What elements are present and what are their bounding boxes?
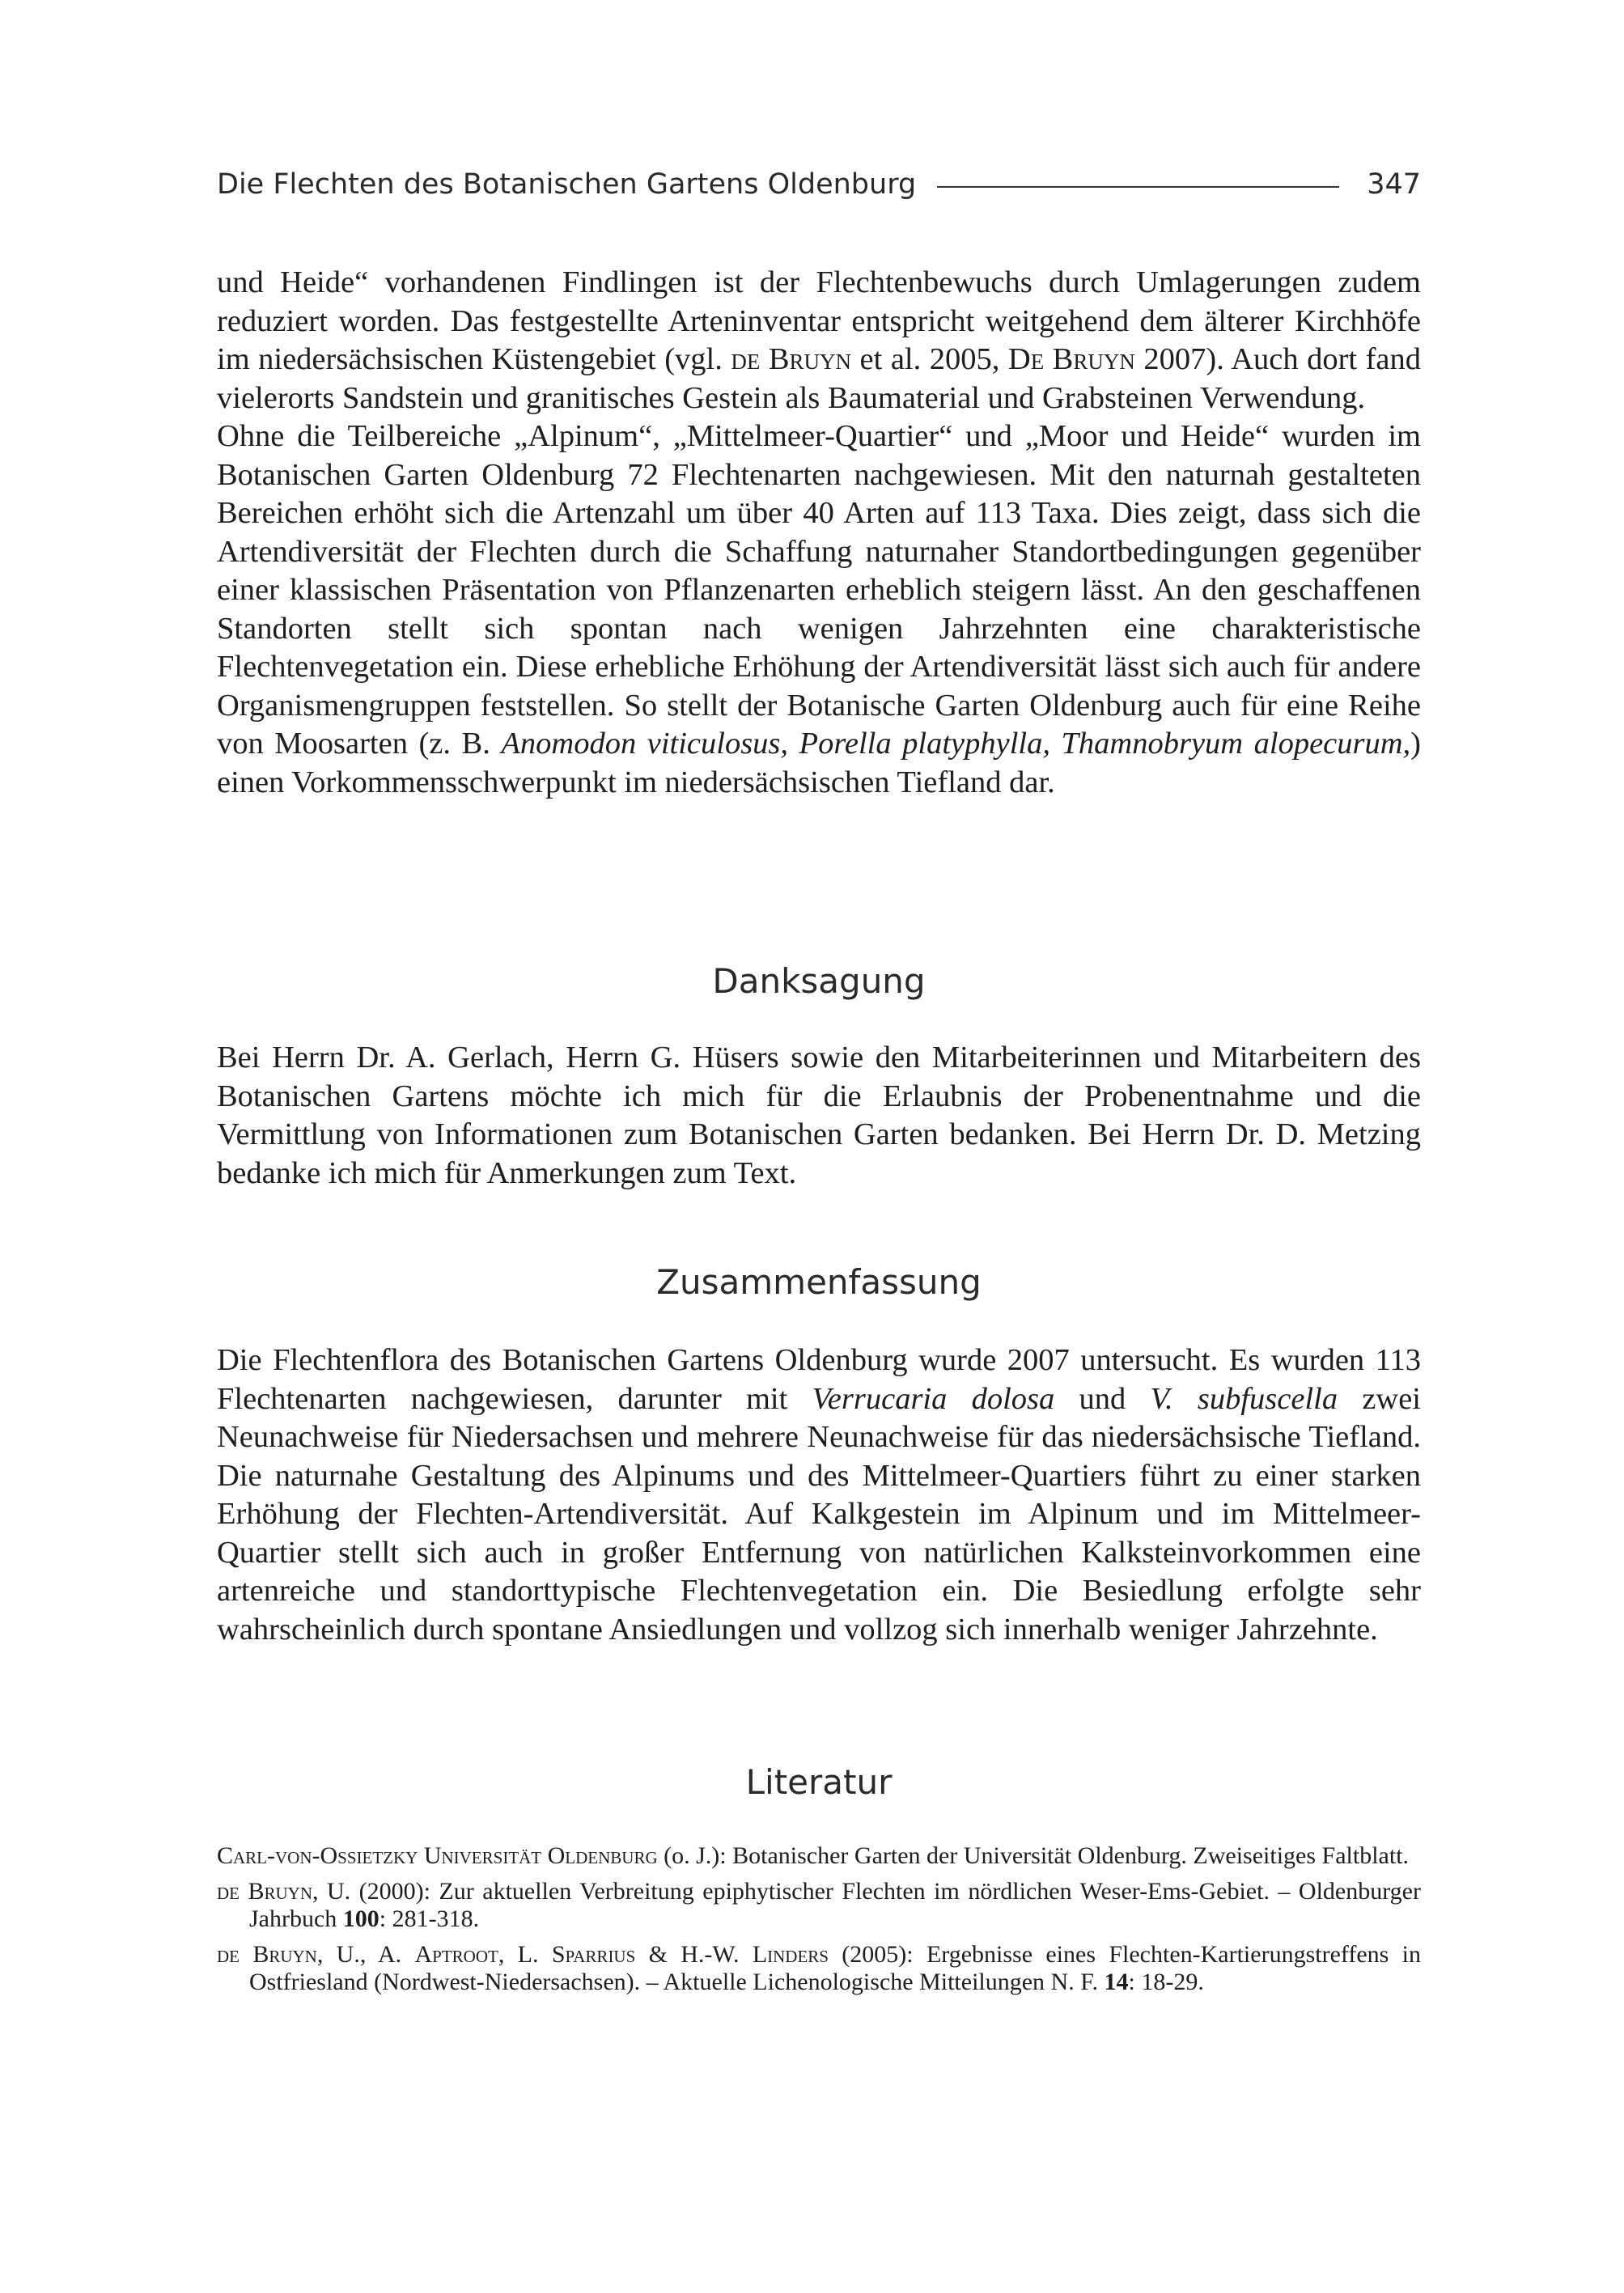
header-rule (937, 186, 1339, 188)
text-run: und Heide“ vorhandenen Findlingen ist der Flechtenbewuchs durch Umlagerungen zudem reduziert worden. Das festgestellte Arteninventar entspricht weitgehend dem älterer Kirchhöfe im niedersächsischen Küstengebiet (vgl. (217, 265, 1421, 376)
reference-text: , U. (2000): Zur aktuellen Verbreitung epiphytischer Flechten im nördlichen Weser-Ems-Gebiet. – Oldenburger Jahrbuch (249, 1878, 1421, 1932)
species-names: Anomodon viticulosus, Porella platyphylla, Thamnobryum alopecurum, (501, 727, 1411, 761)
running-header (217, 168, 1421, 201)
reference-text: (o. J.): Botanischer Garten der Universität Oldenburg. Zweiseitiges Faltblatt. (657, 1842, 1410, 1869)
reference-author: Sparrius (551, 1941, 636, 1968)
paragraph-danksagung: Bei Herrn Dr. A. Gerlach, Herrn G. Hüsers sowie den Mitarbeiterinnen und Mitarbeitern des Botanischen Gartens möchte ich mich für die Erlaubnis der Probenentnahme und die Vermittlung von Informationen zum Botanischen Garten bedanken. Bei Herrn Dr. D. Metzing bedanke ich mich für Anmerkungen zum Text. (217, 1041, 1421, 1190)
running-title: Die Flechten des Botanischen Gartens Oldenburg (217, 168, 917, 201)
reference-item (217, 1878, 1421, 1933)
reference-text: (2005): Ergebnisse eines Flechten-Kartierungstreffens in Ostfriesland (Nordwest-Niedersachsen). – Aktuelle Lichenologische Mitteilungen N. F. (249, 1941, 1421, 1995)
paragraph-zusammenfassung (217, 1341, 1421, 1649)
reference-text: , U., A. (316, 1941, 415, 1968)
reference-item (217, 1842, 1421, 1870)
reference-author: Aptroot (414, 1941, 498, 1968)
zusammenfassung-text (217, 1341, 1421, 1649)
heading-literatur: Literatur (745, 1762, 893, 1802)
author-name: de Bruyn (731, 342, 852, 376)
text-run: 2007). Auch dort fand vielerorts Sandstein und granitisches Gestein als Baumaterial und Grabsteinen Verwendung. (217, 342, 1422, 415)
reference-text: : 281-318. (379, 1905, 480, 1932)
species-name: V. subfuscella (1150, 1381, 1338, 1416)
author-name: De Bruyn (1007, 342, 1135, 376)
reference-author: Carl-von-Ossietzky Universität Oldenburg (217, 1842, 658, 1869)
reference-author: de Bruyn (217, 1941, 317, 1968)
paragraph-findlinge (217, 264, 1421, 417)
text-run: Ohne die Teilbereiche „Alpinum“, „Mittelmeer-Quartier“ und „Moor und Heide“ wurden im Botanischen Garten Oldenburg 72 Flechtenarten nachgewiesen. Mit den naturnah gestalteten Bereichen erhöht sich die Artenzahl um über 40 Arten auf 113 Taxa. Dies zeigt, dass sich die Artendiversität der Flechten durch die Schaffung naturnaher Standortbedingungen gegenüber einer klassischen Präsentation von Pflanzenarten erheblich steigern lässt. An den geschaffenen Standorten stellt sich spontan nach wenigen Jahrzehnten eine charakteristische Flechtenvegetation ein. Diese erhebliche Erhöhung der Artendiversität lässt sich auch für andere Organismengruppen feststellen. So stellt der Botanische Garten Oldenburg auch für eine Reihe von Moosarten (z. B. (217, 419, 1421, 761)
text-run: et al. 2005, (851, 342, 1008, 376)
reference-text: & H.-W. (635, 1941, 753, 1968)
text-run: zwei Neunachweise für Niedersachsen und mehrere Neunachweise für das niedersächsische Tiefland. Die naturnahe Gestaltung des Alpinums und des Mittelmeer-Quartiers führt zu einer starken Erhöhung der Flechten-Artendiversität. Auf Kalkgestein im Alpinum und im Mittelmeer-Quartier stellt sich auch in großer Entfernung von natürlichen Kalksteinvorkommen eine artenreiche und standorttypische Flechtenvegetation ein. Die Besiedlung erfolgte sehr wahrscheinlich durch spontane Ansiedlungen und vollzog sich innerhalb weniger Jahrzehnte. (217, 1381, 1421, 1647)
reference-text: , L. (498, 1941, 552, 1968)
paragraph-artendiversitaet (217, 417, 1421, 802)
heading-danksagung: Danksagung (712, 961, 926, 1001)
page-number: 347 (1367, 168, 1421, 201)
reference-list (217, 1842, 1421, 2004)
species-name: Verrucaria dolosa (812, 1381, 1055, 1416)
text-run: ) einen Vorkommensschwerpunkt im niedersächsischen Tiefland dar. (217, 727, 1421, 799)
heading-zusammenfassung: Zusammenfassung (656, 1262, 982, 1302)
danksagung-text (217, 1039, 1421, 1193)
reference-author: Linders (752, 1941, 829, 1968)
reference-volume: 100 (342, 1905, 379, 1932)
reference-text: : 18-29. (1128, 1969, 1204, 1995)
text-run: Die Flechtenflora des Botanischen Gartens Oldenburg wurde 2007 untersucht. Es wurden 113 Flechtenarten nachgewiesen, darunter mit (217, 1343, 1421, 1416)
text-run: und (1054, 1381, 1151, 1416)
reference-author: de Bruyn (217, 1878, 312, 1905)
reference-volume: 14 (1104, 1969, 1129, 1995)
reference-item (217, 1941, 1421, 1996)
body-text-continued (217, 264, 1421, 802)
